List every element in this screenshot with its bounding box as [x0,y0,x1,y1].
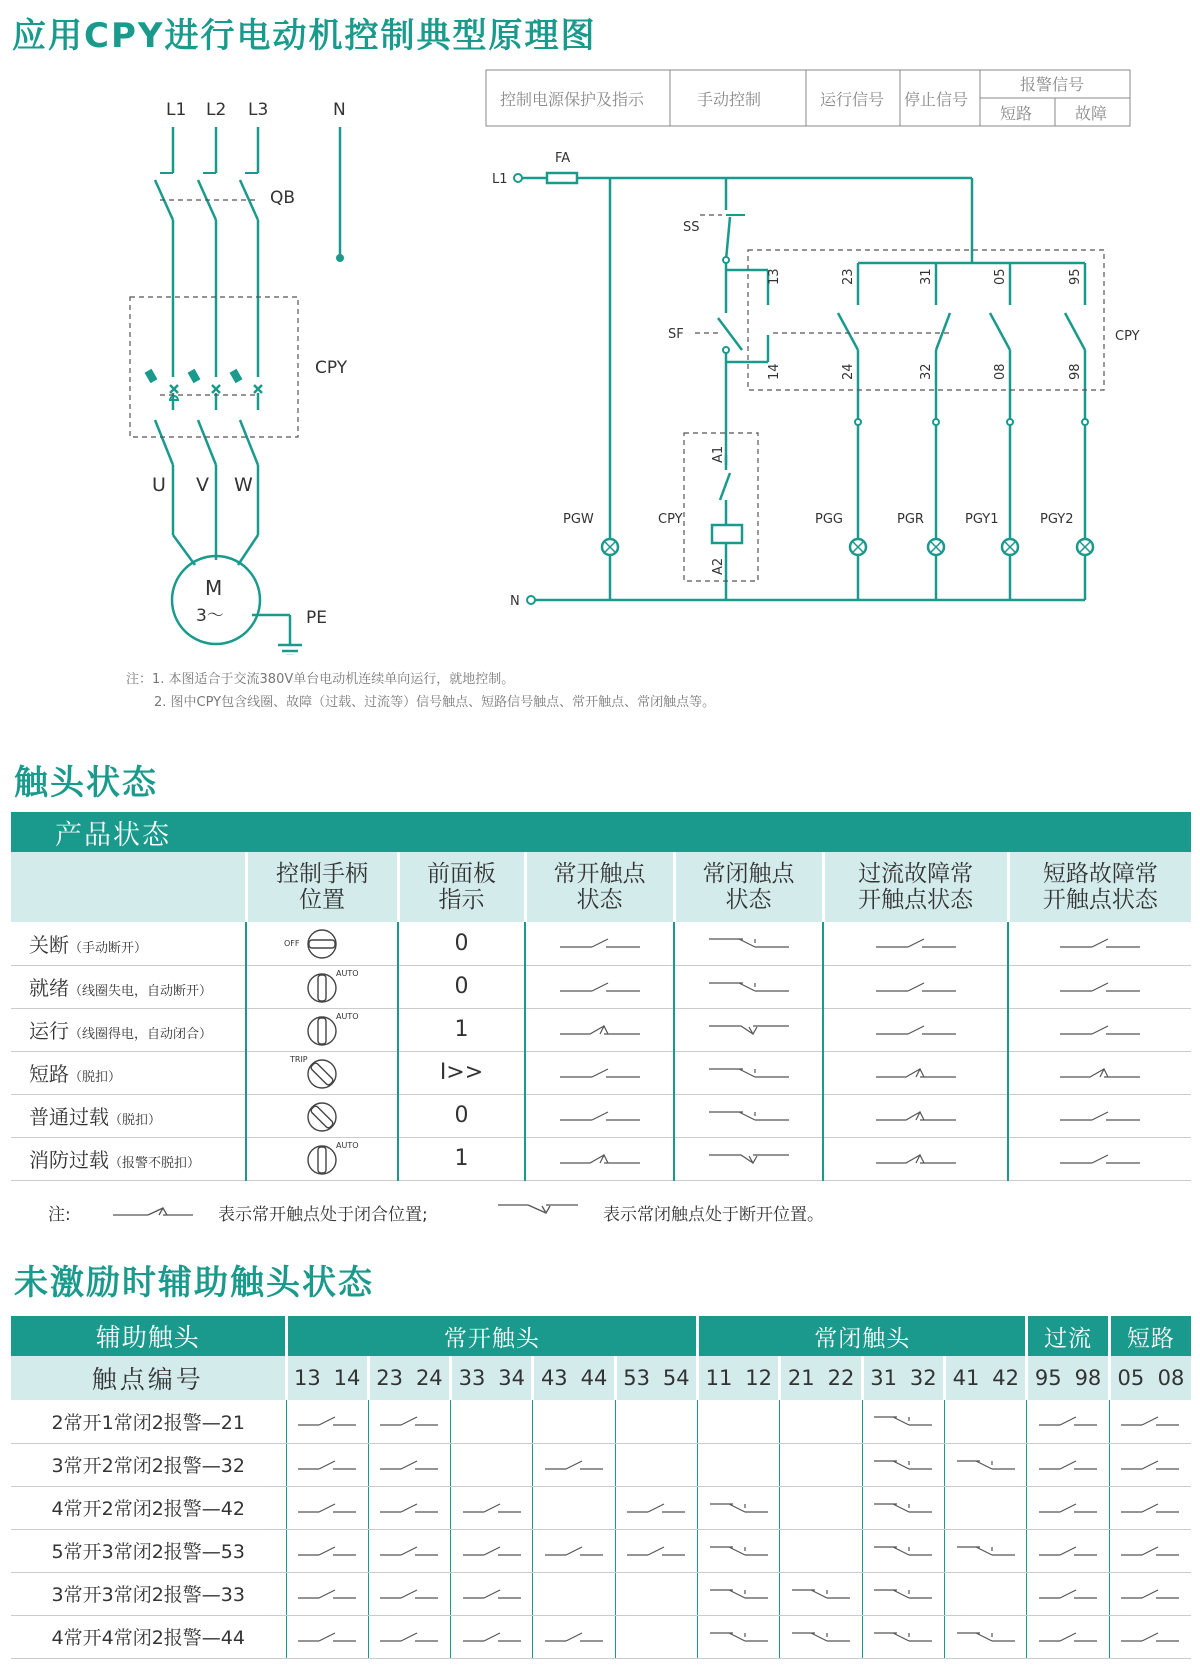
state-contact [823,1094,1008,1137]
aux-contact [615,1486,697,1529]
aux-contact [1027,1529,1109,1572]
state-panel: 1 [398,1137,525,1180]
aux-row-name: 4常开4常闭2报警—44 [11,1615,286,1658]
aux-contact [698,1615,780,1658]
contact-32: 32 [919,363,934,380]
state-row [11,1137,1191,1180]
state-name: 运行（线圈得电，自动闭合） [11,1008,246,1051]
phase-l3: L3 [248,100,269,120]
nc-contact-symbol [710,1541,768,1561]
state-contact [525,1094,674,1137]
aux-contact [533,1615,615,1658]
aux-contact [451,1400,533,1443]
nc-contact-symbol [957,1541,1015,1561]
aux-contact [780,1400,862,1443]
no-contact-symbol [298,1584,356,1604]
no-contact-symbol [545,1455,603,1475]
no-closed-symbol [560,1149,640,1169]
aux-contact [368,1615,450,1658]
handle-knob-icon [282,1011,362,1049]
aux-contact [1109,1486,1191,1529]
no-closed-symbol [1060,1063,1140,1083]
nc-open-symbol [709,1020,789,1040]
aux-pair: 11 12 [698,1356,780,1400]
no-contact-symbol [627,1541,685,1561]
state-hdr-1: 前面板 指示 [398,852,525,922]
aux-contact [862,1529,944,1572]
contact-98: 98 [1068,363,1083,380]
aux-contact [862,1615,944,1658]
state-name: 消防过载（报警不脱扣） [11,1137,246,1180]
nc-contact-symbol [709,933,789,953]
no-contact-symbol [1060,1106,1140,1126]
state-contact [823,1051,1008,1094]
no-contact-symbol [380,1541,438,1561]
aux-row-name: 5常开3常闭2报警—53 [11,1529,286,1572]
nc-contact-symbol [710,1498,768,1518]
nc-contact-symbol [957,1627,1015,1647]
contact-24: 24 [841,363,856,380]
aux-contact [615,1529,697,1572]
no-closed-symbol [560,1020,640,1040]
aux-contact [780,1572,862,1615]
aux-contact [286,1400,368,1443]
state-contact [823,1008,1008,1051]
contact-14: 14 [767,363,782,380]
nc-contact-symbol [709,1106,789,1126]
no-contact-symbol [380,1411,438,1431]
no-contact-symbol [463,1541,521,1561]
aux-contact [286,1486,368,1529]
motor-label: M [205,576,223,600]
no-contact-symbol [298,1541,356,1561]
no-contact-symbol [1060,933,1140,953]
no-contact-symbol [876,933,956,953]
notes [126,668,715,714]
state-hdr-blank [11,852,246,922]
aux-contact [1109,1615,1191,1658]
legend [48,1198,1148,1226]
aux-contact [1027,1572,1109,1615]
no-contact-symbol [560,1106,640,1126]
state-table [11,812,1191,1181]
state-contact [525,922,674,965]
knob-label: AUTO [336,968,359,978]
state-hdr-5: 短路故障常 开触点状态 [1008,852,1191,922]
aux-pair: 31 32 [862,1356,944,1400]
ctrl-n: N [510,594,520,609]
no-contact-symbol [560,1063,640,1083]
state-knob [246,1137,398,1180]
state-contact [823,922,1008,965]
section-aux: 未激励时辅助触头状态 [14,1263,374,1303]
no-contact-symbol [380,1627,438,1647]
aux-table [11,1316,1191,1659]
state-hdr-2: 常开触点 状态 [525,852,674,922]
state-contact [1008,965,1191,1008]
state-hdr-0: 控制手柄 位置 [246,852,398,922]
aux-contact [780,1615,862,1658]
hdr-run: 运行信号 [820,90,885,109]
nc-contact-symbol [874,1584,932,1604]
no-contact-symbol [463,1627,521,1647]
aux-row-name: 2常开1常闭2报警—21 [11,1400,286,1443]
nc-open-symbol [709,1149,789,1169]
ctrl-l1: L1 [492,172,508,187]
no-contact-symbol [560,977,640,997]
no-contact-symbol [1121,1627,1179,1647]
aux-contact [368,1572,450,1615]
aux-contact [862,1443,944,1486]
nc-contact-symbol [792,1627,850,1647]
no-contact-symbol [1121,1541,1179,1561]
aux-row [11,1529,1191,1572]
handle-knob-icon [282,924,362,962]
nc-contact-symbol [709,1063,789,1083]
aux-contact [862,1486,944,1529]
nc-contact-symbol [874,1455,932,1475]
legend-nc-open-symbol [498,1200,578,1220]
contact-08: 08 [993,363,1008,380]
aux-contact [1027,1615,1109,1658]
aux-group-sc: 短路 [1109,1316,1191,1356]
aux-contact [451,1615,533,1658]
no-contact-symbol [1039,1627,1097,1647]
knob-label: AUTO [336,1011,359,1021]
cpy-label: CPY [315,358,348,378]
state-contact [525,1137,674,1180]
qb-label: QB [270,188,296,208]
aux-contact [1109,1572,1191,1615]
aux-pair: 33 34 [451,1356,533,1400]
handle-knob-icon [282,1054,362,1092]
section-contact-state: 触头状态 [14,763,158,803]
motor-type: 3～ [196,606,224,626]
aux-row [11,1572,1191,1615]
state-knob [246,965,398,1008]
no-contact-symbol [1039,1455,1097,1475]
no-contact-symbol [545,1541,603,1561]
out-w: W [234,474,253,496]
aux-group-nc: 常闭触头 [698,1316,1027,1356]
aux-pair: 43 44 [533,1356,615,1400]
aux-contact [862,1572,944,1615]
aux-contact [945,1529,1027,1572]
lamp-pgw: PGW [563,512,594,527]
aux-contact [698,1443,780,1486]
state-band: 产品状态 [11,812,1191,852]
no-contact-symbol [1039,1541,1097,1561]
no-contact-symbol [463,1498,521,1518]
nc-contact-symbol [874,1411,932,1431]
aux-contact [451,1486,533,1529]
no-contact-symbol [1039,1411,1097,1431]
hdr-short: 短路 [1000,104,1033,123]
no-contact-symbol [298,1411,356,1431]
aux-contact [698,1486,780,1529]
aux-contact [451,1529,533,1572]
aux-contact [698,1529,780,1572]
no-contact-symbol [876,977,956,997]
state-panel: I>> [398,1051,525,1094]
contact-31: 31 [919,268,934,285]
state-name: 短路（脱扣） [11,1051,246,1094]
aux-row [11,1486,1191,1529]
circuit-diagram [0,55,1200,655]
state-contact [1008,1137,1191,1180]
no-contact-symbol [298,1498,356,1518]
state-row [11,1094,1191,1137]
aux-contact [533,1529,615,1572]
aux-contact [615,1572,697,1615]
aux-contact [286,1443,368,1486]
state-panel: 0 [398,1094,525,1137]
aux-contact [862,1400,944,1443]
legend-text-1: 表示常开触点处于闭合位置; [218,1205,428,1225]
state-contact [525,1008,674,1051]
knob-label: AUTO [336,1140,359,1150]
state-knob [246,1094,398,1137]
aux-contact [368,1400,450,1443]
aux-contact [945,1443,1027,1486]
state-contact [1008,922,1191,965]
legend-no-closed-symbol [113,1202,193,1220]
phase-l1: L1 [166,100,187,120]
no-contact-symbol [627,1498,685,1518]
aux-contact [533,1400,615,1443]
state-contact [674,922,823,965]
fuse-label: FA [555,151,571,166]
no-contact-symbol [545,1627,603,1647]
nc-contact-symbol [874,1627,932,1647]
hdr-control-power: 控制电源保护及指示 [500,90,645,109]
state-hdr-3: 常闭触点 状态 [674,852,823,922]
aux-lead: 触点编号 [11,1356,286,1400]
aux-contact [780,1529,862,1572]
contact-05: 05 [993,268,1008,285]
coil-a1: A1 [711,445,726,463]
state-row [11,922,1191,965]
no-contact-symbol [560,933,640,953]
aux-contact [368,1443,450,1486]
coil-cpy-label: CPY [658,512,683,527]
state-panel: 1 [398,1008,525,1051]
no-contact-symbol [1060,1020,1140,1040]
handle-knob-icon [282,1097,362,1135]
aux-contact [615,1443,697,1486]
aux-pair: 95 98 [1027,1356,1109,1400]
no-contact-symbol [1039,1584,1097,1604]
aux-contact [945,1400,1027,1443]
aux-contact [945,1486,1027,1529]
state-panel: 0 [398,922,525,965]
no-contact-symbol [1121,1584,1179,1604]
aux-contact [1109,1529,1191,1572]
legend-label: 注: [48,1205,71,1225]
nc-contact-symbol [792,1584,850,1604]
aux-contact [368,1486,450,1529]
aux-contact [451,1443,533,1486]
nc-contact-symbol [709,977,789,997]
note-1: 注：1. 本图适合于交流380V单台电动机连续单向运行，就地控制。 [126,672,515,687]
no-closed-symbol [876,1106,956,1126]
lamp-pgy1: PGY1 [965,512,999,527]
state-name: 关断（手动断开） [11,922,246,965]
aux-pair: 05 08 [1109,1356,1191,1400]
contact-23: 23 [841,268,856,285]
no-contact-symbol [380,1498,438,1518]
no-contact-symbol [1060,977,1140,997]
aux-contact [945,1572,1027,1615]
aux-contact [286,1572,368,1615]
no-contact-symbol [380,1584,438,1604]
nc-contact-symbol [874,1498,932,1518]
state-contact [823,965,1008,1008]
aux-contact [451,1572,533,1615]
aux-contact [533,1486,615,1529]
state-hdr-4: 过流故障常 开触点状态 [823,852,1008,922]
aux-group-aux: 辅助触头 [11,1316,286,1356]
out-v: V [196,474,209,496]
aux-group-no: 常开触头 [286,1316,698,1356]
no-contact-symbol [1039,1498,1097,1518]
aux-pair: 41 42 [945,1356,1027,1400]
state-name: 普通过载（脱扣） [11,1094,246,1137]
nc-contact-symbol [957,1455,1015,1475]
hdr-manual: 手动控制 [697,90,762,109]
aux-contact [615,1615,697,1658]
aux-row-name: 4常开2常闭2报警—42 [11,1486,286,1529]
state-row [11,965,1191,1008]
out-u: U [152,474,166,496]
no-contact-symbol [1121,1411,1179,1431]
aux-row [11,1615,1191,1658]
note-2: 2. 图中CPY包含线圈、故障（过载、过流等）信号触点、短路信号触点、常开触点、常闭触点等。 [154,695,716,710]
state-knob [246,1051,398,1094]
aux-contact [286,1529,368,1572]
aux-pair: 13 14 [286,1356,368,1400]
state-knob [246,1008,398,1051]
state-contact [525,965,674,1008]
aux-contact [1027,1443,1109,1486]
no-closed-symbol [876,1149,956,1169]
aux-row [11,1400,1191,1443]
state-contact [674,965,823,1008]
aux-contact [780,1443,862,1486]
state-contact [525,1051,674,1094]
hdr-stop: 停止信号 [904,90,969,109]
no-closed-symbol [876,1063,956,1083]
aux-contact [533,1572,615,1615]
aux-contact [945,1615,1027,1658]
state-panel: 0 [398,965,525,1008]
cpy-box-label: CPY [1115,329,1140,344]
aux-pair: 23 24 [368,1356,450,1400]
lamp-pgr: PGR [897,512,924,527]
aux-row-name: 3常开2常闭2报警—32 [11,1443,286,1486]
aux-contact [1027,1400,1109,1443]
coil-a2: A2 [711,557,726,575]
no-contact-symbol [463,1584,521,1604]
aux-row [11,1443,1191,1486]
state-contact [674,1051,823,1094]
state-contact [1008,1008,1191,1051]
state-row [11,1008,1191,1051]
aux-contact [615,1400,697,1443]
nc-contact-symbol [710,1584,768,1604]
no-contact-symbol [380,1455,438,1475]
aux-group-oc: 过流 [1027,1316,1109,1356]
handle-knob-icon [282,1140,362,1178]
aux-pair: 21 22 [780,1356,862,1400]
knob-label: OFF [284,939,300,949]
state-row [11,1051,1191,1094]
aux-contact [780,1486,862,1529]
legend-text-2: 表示常闭触点处于断开位置。 [603,1205,824,1225]
aux-contact [286,1615,368,1658]
lamp-pgg: PGG [815,512,843,527]
no-contact-symbol [298,1627,356,1647]
contact-13: 13 [767,268,782,285]
state-contact [1008,1051,1191,1094]
aux-contact [368,1529,450,1572]
lamp-pgy2: PGY2 [1040,512,1074,527]
handle-knob-icon [282,968,362,1006]
neutral-n: N [333,100,346,120]
state-contact [674,1008,823,1051]
page-title: 应用CPY进行电动机控制典型原理图 [12,16,597,56]
aux-row-name: 3常开3常闭2报警—33 [11,1572,286,1615]
no-contact-symbol [1121,1498,1179,1518]
sf-label: SF [668,327,684,342]
contact-95: 95 [1068,268,1083,285]
aux-contact [698,1400,780,1443]
aux-contact [1109,1400,1191,1443]
pe-label: PE [306,608,327,628]
aux-pair: 53 54 [615,1356,697,1400]
state-contact [1008,1094,1191,1137]
aux-contact [1109,1443,1191,1486]
aux-contact [1027,1486,1109,1529]
no-contact-symbol [876,1020,956,1040]
knob-label: TRIP [290,1054,308,1064]
ss-label: SS [683,220,700,235]
state-contact [674,1137,823,1180]
no-contact-symbol [1121,1455,1179,1475]
nc-contact-symbol [710,1627,768,1647]
no-contact-symbol [1060,1149,1140,1169]
hdr-alarm: 报警信号 [1020,75,1085,94]
state-name: 就绪（线圈失电，自动断开） [11,965,246,1008]
state-contact [674,1094,823,1137]
no-contact-symbol [298,1455,356,1475]
aux-contact [698,1572,780,1615]
state-contact [823,1137,1008,1180]
state-knob [246,922,398,965]
aux-contact [533,1443,615,1486]
nc-contact-symbol [874,1541,932,1561]
hdr-fault: 故障 [1075,104,1108,123]
phase-l2: L2 [206,100,227,120]
